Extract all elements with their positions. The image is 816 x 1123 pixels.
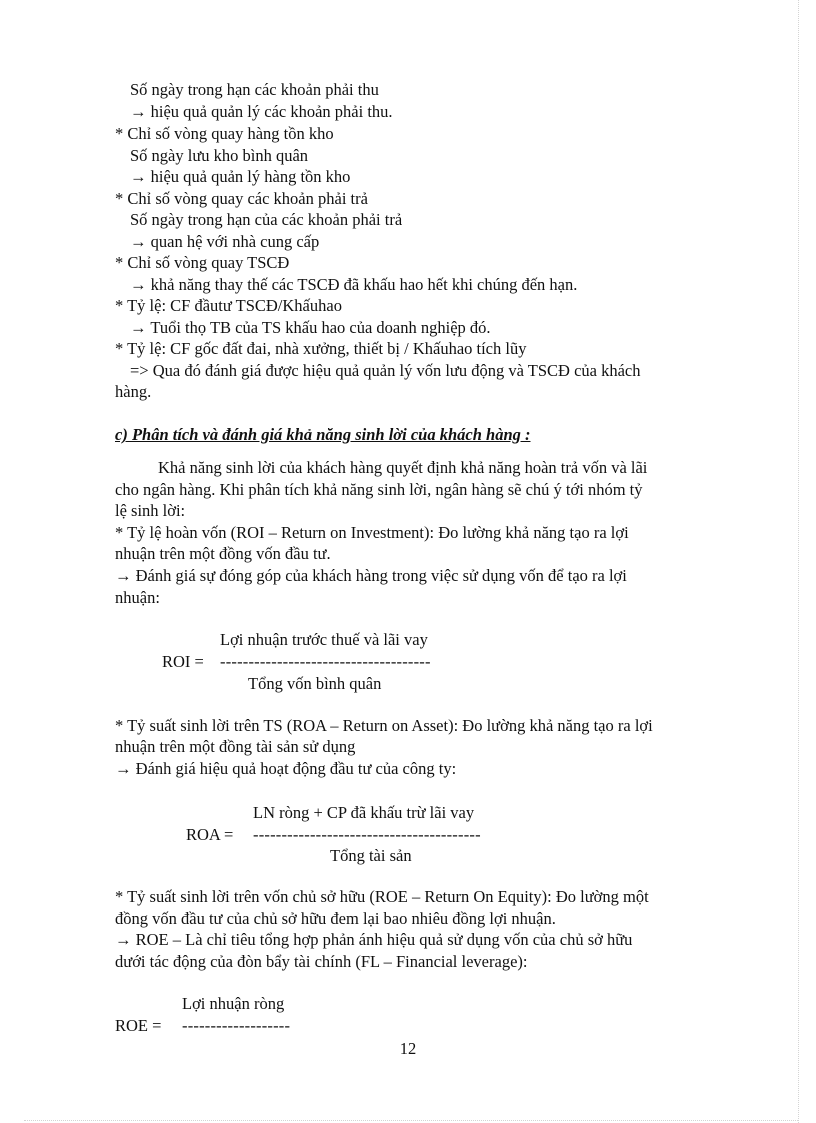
roa-fraction-bar: ---------------------------------------- bbox=[253, 825, 481, 844]
text-line: * Chỉ số vòng quay TSCĐ bbox=[115, 253, 290, 272]
text-line: hàng. bbox=[115, 382, 152, 401]
paragraph-line: → Đánh giá hiệu quả hoạt động đầu tư của công ty: bbox=[115, 759, 457, 778]
paragraph-line: Khả năng sinh lời của khách hàng quyết định khả năng hoàn trả vốn và lãi bbox=[158, 458, 648, 477]
paragraph-line: cho ngân hàng. Khi phân tích khả năng sinh lời, ngân hàng sẽ chú ý tới nhóm tỷ bbox=[115, 480, 643, 499]
text-line: * Chỉ số vòng quay hàng tồn kho bbox=[115, 124, 334, 143]
text-line: * Tỷ lệ: CF gốc đất đai, nhà xưởng, thiết bị / Khấuhao tích lũy bbox=[115, 339, 527, 358]
paragraph-line: nhuận trên một đồng tài sản sử dụng bbox=[115, 737, 356, 756]
text-line: Số ngày lưu kho bình quân bbox=[130, 146, 309, 165]
paragraph-line: * Tỷ suất sinh lời trên TS (ROA – Return on Asset): Đo lường khả năng tạo ra lợi bbox=[115, 716, 653, 735]
text-line: * Tỷ lệ: CF đầutư TSCĐ/Khấuhao bbox=[115, 296, 342, 315]
text-line: => Qua đó đánh giá được hiệu quả quản lý vốn lưu động và TSCĐ của khách bbox=[130, 361, 641, 380]
paragraph-line: dưới tác động của đòn bẩy tài chính (FL – Financial leverage): bbox=[115, 952, 528, 971]
section-heading: c) Phân tích và đánh giá khả năng sinh lời của khách hàng : bbox=[115, 425, 531, 444]
page-number: 12 bbox=[399, 1039, 417, 1058]
text-line: → Tuổi thọ TB của TS khấu hao của doanh nghiệp đó. bbox=[130, 318, 491, 337]
text-line: * Chỉ số vòng quay các khoản phải trả bbox=[115, 189, 368, 208]
roe-fraction-bar: ------------------- bbox=[182, 1016, 291, 1035]
roe-label: ROE = bbox=[115, 1016, 162, 1035]
paragraph-line: * Tỷ lệ hoàn vốn (ROI – Return on Investment): Đo lường khả năng tạo ra lợi bbox=[115, 523, 629, 542]
text-line: Số ngày trong hạn của các khoản phải trả bbox=[130, 210, 403, 229]
roi-denominator: Tổng vốn bình quân bbox=[248, 674, 382, 693]
text-line: → quan hệ với nhà cung cấp bbox=[130, 232, 320, 251]
page-border-bottom bbox=[24, 1120, 798, 1121]
roe-numerator: Lợi nhuận ròng bbox=[182, 994, 285, 1013]
paragraph-line: → ROE – Là chỉ tiêu tổng hợp phản ánh hiệu quả sử dụng vốn của chủ sở hữu bbox=[115, 930, 633, 949]
paragraph-line: → Đánh giá sự đóng góp của khách hàng trong việc sử dụng vốn để tạo ra lợi bbox=[115, 566, 627, 585]
paragraph-line: nhuận: bbox=[115, 588, 160, 607]
roa-denominator: Tổng tài sản bbox=[330, 846, 412, 865]
paragraph-line: nhuận trên một đồng vốn đầu tư. bbox=[115, 544, 331, 563]
page-border-right bbox=[798, 0, 799, 1123]
roi-label: ROI = bbox=[162, 652, 204, 671]
text-line: → hiệu quả quản lý hàng tồn kho bbox=[130, 167, 351, 186]
text-line: Số ngày trong hạn các khoản phải thu bbox=[130, 80, 379, 99]
roa-numerator: LN ròng + CP đã khấu trừ lãi vay bbox=[253, 803, 475, 822]
paragraph-line: đồng vốn đầu tư của chủ sở hữu đem lại bao nhiêu đồng lợi nhuận. bbox=[115, 909, 556, 928]
roa-label: ROA = bbox=[186, 825, 234, 844]
paragraph-line: * Tỷ suất sinh lời trên vốn chủ sở hữu (ROE – Return On Equity): Đo lường một bbox=[115, 887, 649, 906]
text-line: → khả năng thay thế các TSCĐ đã khấu hao hết khi chúng đến hạn. bbox=[130, 275, 578, 294]
roi-numerator: Lợi nhuận trước thuế và lãi vay bbox=[220, 630, 428, 649]
roi-fraction-bar: ------------------------------------- bbox=[220, 652, 431, 671]
paragraph-line: lệ sinh lời: bbox=[115, 501, 186, 520]
text-line: → hiệu quả quản lý các khoản phải thu. bbox=[130, 102, 393, 121]
